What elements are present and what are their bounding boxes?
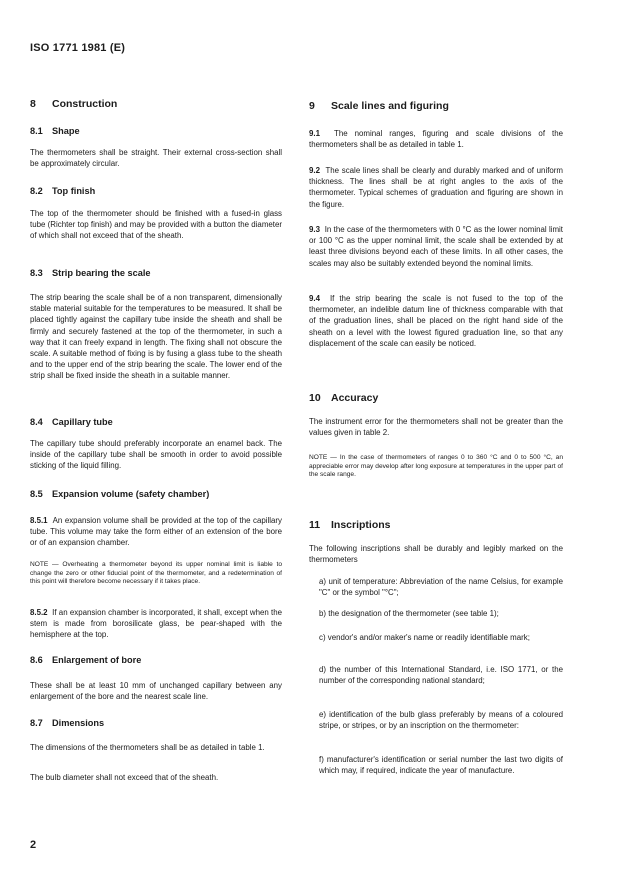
section-8-7-text-1: The dimensions of the thermometers shall be as detailed in table 1. xyxy=(30,743,265,752)
section-11-text: The following inscriptions shall be durably and legibly marked on the thermometers xyxy=(309,544,563,565)
inscription-item-c: c) vendor's and/or maker's name or readily identifiable mark; xyxy=(319,633,530,642)
section-10-note: NOTE — In the case of thermometers of ranges 0 to 360 °C and 0 to 500 °C, an appreciable error may develop after long exposure at temperatures in the upper part of the scale range. xyxy=(309,454,563,479)
page-number: 2 xyxy=(30,839,37,851)
section-8-1-text: The thermometers shall be straight. Their external cross-section shall be approximately circular. xyxy=(30,148,282,169)
section-8-3-heading: 8.3 Strip bearing the scale xyxy=(30,268,151,278)
inscription-item-b: b) the designation of the thermometer (see table 1); xyxy=(319,609,499,618)
section-11-heading: 11 Inscriptions xyxy=(309,519,391,531)
inscription-item-e: e) identification of the bulb glass preferably by means of a coloured stripe, or stripes, or by an inscription on the thermometer: xyxy=(319,710,563,731)
section-8-5-2-text: 8.5.2 If an expansion chamber is incorporated, it shall, except when the stem is made from borosilicate glass, be pear-shaped with the hemisphere at the top. xyxy=(30,608,282,640)
section-8-4-text: The capillary tube should preferably incorporate an enamel back. The inside of the capillary tube shall be smooth in order to avoid possible sticking of the liquid filling. xyxy=(30,439,282,471)
section-8-5-note: NOTE — Overheating a thermometer beyond its upper nominal limit is liable to change the zero or other fiducial point of the thermometer, and a redetermination of this point will therefore become necessary if it takes place. xyxy=(30,561,282,586)
section-9-4-text: 9.4 If the strip bearing the scale is not fused to the top of the thermometer, an indelible datum line of thickness comparable with that of the graduation lines, shall be placed on the right hand side of the sheath on a level with the lowest figured graduation line, so that any displacement of the scale can easily be noticed. xyxy=(309,294,563,348)
section-8-5-heading: 8.5 Expansion volume (safety chamber) xyxy=(30,489,210,499)
section-8-5-1-text: 8.5.1 An expansion volume shall be provided at the top of the capillary tube. This volume may take the form either of an extension of the bore or of an expansion chamber. xyxy=(30,516,282,548)
section-8-7-text-2: The bulb diameter shall not exceed that of the sheath. xyxy=(30,773,219,782)
inscription-item-d: d) the number of this International Standard, i.e. ISO 1771, or the number of the corresponding national standard; xyxy=(319,665,563,686)
section-8-6-text: These shall be at least 10 mm of unchanged capillary between any enlargement of the bore and the nearest scale line. xyxy=(30,681,282,702)
section-8-7-heading: 8.7 Dimensions xyxy=(30,718,105,728)
section-10-heading: 10 Accuracy xyxy=(309,392,379,404)
document-header: ISO 1771 1981 (E) xyxy=(30,42,126,54)
section-8-2-text: The top of the thermometer should be finished with a fused-in glass tube (Richter top finish) and may be provided with a button the diameter of which shall not exceed that of the sheath. xyxy=(30,209,282,241)
inscription-item-f: f) manufacturer's identification or serial number the last two digits of which may, if required, indicate the year of manufacture. xyxy=(319,755,563,776)
section-8-6-heading: 8.6 Enlargement of bore xyxy=(30,655,142,665)
section-9-2-text: 9.2 The scale lines shall be clearly and durably marked and of uniform thickness. The lines shall be at right angles to the axis of the thermometer. Typical schemes of graduation and figuring are shown in the figure. xyxy=(309,166,563,209)
inscription-item-a: a) unit of temperature: Abbreviation of the name Celsius, for example "C" or the symbol "°C"; xyxy=(319,577,563,598)
section-8-heading: 8 Construction xyxy=(30,98,118,110)
section-8-2-heading: 8.2 Top finish xyxy=(30,186,96,196)
section-8-4-heading: 8.4 Capillary tube xyxy=(30,417,113,427)
section-10-text: The instrument error for the thermometers shall not be greater than the values given in table 2. xyxy=(309,417,563,438)
section-9-1-text: 9.1 The nominal ranges, figuring and scale divisions of the thermometers shall be as detailed in table 1. xyxy=(309,129,563,150)
section-9-heading: 9 Scale lines and figuring xyxy=(309,100,449,112)
section-8-1-heading: 8.1 Shape xyxy=(30,126,80,136)
section-8-3-text: The strip bearing the scale shall be of a non transparent, dimensionally stable material suitable for the temperatures to be measured. It shall be placed tightly against the capillary tube inside the sheath and shall be firmly and securely fastened at the top of the thermometer, in such a way that it can freely expand in length. The fixing shall not obscure the scale. A suitable method of fixing is by fusing a glass tube to the sheath and to the upper end of the strip bearing the scale. The lower end of the strip shall be fixed inside the sheath in a suitable manner. xyxy=(30,293,282,381)
section-9-3-text: 9.3 In the case of the thermometers with 0 °C as the lower nominal limit or 100 °C as the upper nominal limit, the scale shall be extended by at least three divisions beyond each of these limits. In all other cases, the scales may also be suitably extended beyond the nominal limits. xyxy=(309,225,563,268)
